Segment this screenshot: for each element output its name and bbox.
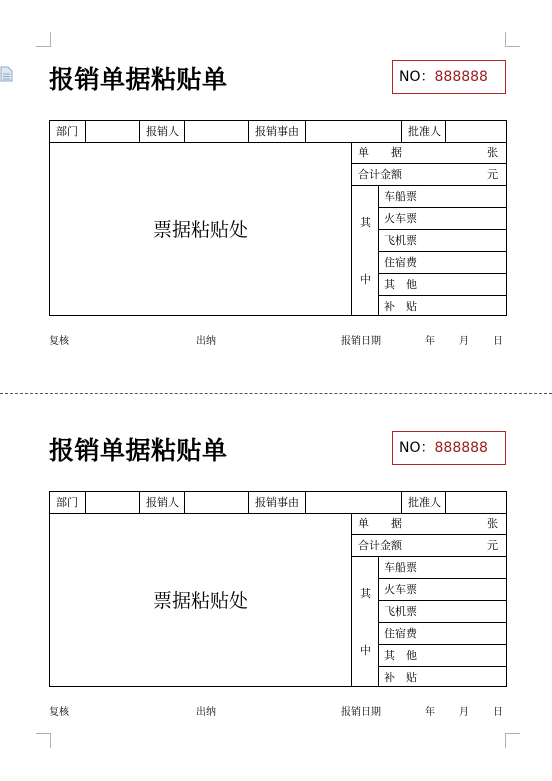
approver-field[interactable] bbox=[446, 492, 506, 513]
among-top-label: 其 bbox=[360, 587, 371, 600]
item-row[interactable]: 火车票 bbox=[379, 208, 506, 230]
item-row[interactable]: 补 贴 bbox=[384, 300, 417, 313]
claimant-label: 报销人 bbox=[140, 121, 185, 142]
crop-mark-top-left bbox=[36, 32, 51, 47]
receipts-unit: 张 bbox=[487, 146, 498, 159]
item-row[interactable]: 车船票 bbox=[379, 557, 506, 579]
form-title: 报销单据粘贴单 bbox=[49, 65, 228, 94]
reason-label: 报销事由 bbox=[249, 121, 306, 142]
date-label: 报销日期 bbox=[341, 707, 381, 718]
item-row[interactable]: 其 他 bbox=[379, 274, 506, 296]
serial-label: NO： bbox=[399, 440, 435, 456]
paste-area: 票据粘贴处 bbox=[50, 142, 352, 315]
item-row[interactable]: 住宿费 bbox=[379, 252, 506, 274]
crop-mark-bottom-right bbox=[505, 733, 520, 748]
info-row bbox=[49, 120, 507, 143]
item-row[interactable]: 飞机票 bbox=[379, 230, 506, 252]
crop-mark-bottom-left bbox=[36, 733, 51, 748]
approver-label: 批准人 bbox=[402, 492, 446, 513]
serial-label: NO： bbox=[399, 69, 435, 85]
serial-value: 888888 bbox=[434, 440, 488, 456]
review-label: 复核 bbox=[49, 336, 69, 347]
cashier-label: 出纳 bbox=[196, 336, 216, 347]
item-row[interactable]: 其 他 bbox=[379, 645, 506, 667]
year-label: 年 bbox=[425, 707, 435, 718]
review-label: 复核 bbox=[49, 707, 69, 718]
month-label: 月 bbox=[459, 336, 469, 347]
total-unit: 元 bbox=[487, 168, 498, 181]
department-field[interactable] bbox=[86, 121, 140, 142]
receipt-body bbox=[49, 142, 507, 316]
among-bottom-label: 中 bbox=[360, 273, 371, 286]
claimant-field[interactable] bbox=[185, 121, 249, 142]
department-label: 部门 bbox=[50, 121, 86, 142]
reason-label: 报销事由 bbox=[249, 492, 306, 513]
summary-panel bbox=[352, 513, 506, 686]
approver-label: 批准人 bbox=[402, 121, 446, 142]
item-row[interactable]: 补 贴 bbox=[384, 671, 417, 684]
serial-value: 888888 bbox=[434, 69, 488, 85]
department-field[interactable] bbox=[86, 492, 140, 513]
total-unit: 元 bbox=[487, 539, 498, 552]
among-column bbox=[352, 186, 379, 315]
paste-area: 票据粘贴处 bbox=[50, 513, 352, 686]
among-column bbox=[352, 557, 379, 686]
cashier-label: 出纳 bbox=[196, 707, 216, 718]
receipt-body bbox=[49, 513, 507, 687]
among-bottom-label: 中 bbox=[360, 644, 371, 657]
receipts-count-row[interactable] bbox=[352, 513, 506, 535]
department-label: 部门 bbox=[50, 492, 86, 513]
receipts-count-row[interactable] bbox=[352, 142, 506, 164]
month-label: 月 bbox=[459, 707, 469, 718]
total-amount-row[interactable] bbox=[352, 164, 506, 186]
total-amount-row[interactable] bbox=[352, 535, 506, 557]
item-row[interactable]: 火车票 bbox=[379, 579, 506, 601]
cut-line bbox=[0, 393, 552, 394]
reason-field[interactable] bbox=[306, 492, 402, 513]
item-row[interactable]: 车船票 bbox=[379, 186, 506, 208]
serial-number-box bbox=[392, 431, 506, 465]
day-label: 日 bbox=[493, 707, 503, 718]
date-label: 报销日期 bbox=[341, 336, 381, 347]
item-row[interactable]: 住宿费 bbox=[379, 623, 506, 645]
summary-panel bbox=[352, 142, 506, 315]
document-icon[interactable] bbox=[0, 66, 14, 82]
claimant-field[interactable] bbox=[185, 492, 249, 513]
approver-field[interactable] bbox=[446, 121, 506, 142]
total-label: 合计金额 bbox=[358, 168, 402, 181]
reason-field[interactable] bbox=[306, 121, 402, 142]
info-row bbox=[49, 491, 507, 514]
serial-number-box bbox=[392, 60, 506, 94]
crop-mark-top-right bbox=[505, 32, 520, 47]
total-label: 合计金额 bbox=[358, 539, 402, 552]
receipts-unit: 张 bbox=[487, 517, 498, 530]
year-label: 年 bbox=[425, 336, 435, 347]
day-label: 日 bbox=[493, 336, 503, 347]
claimant-label: 报销人 bbox=[140, 492, 185, 513]
form-title: 报销单据粘贴单 bbox=[49, 436, 228, 465]
receipts-label: 单 据 bbox=[358, 517, 402, 530]
among-top-label: 其 bbox=[360, 216, 371, 229]
item-row[interactable]: 飞机票 bbox=[379, 601, 506, 623]
receipts-label: 单 据 bbox=[358, 146, 402, 159]
